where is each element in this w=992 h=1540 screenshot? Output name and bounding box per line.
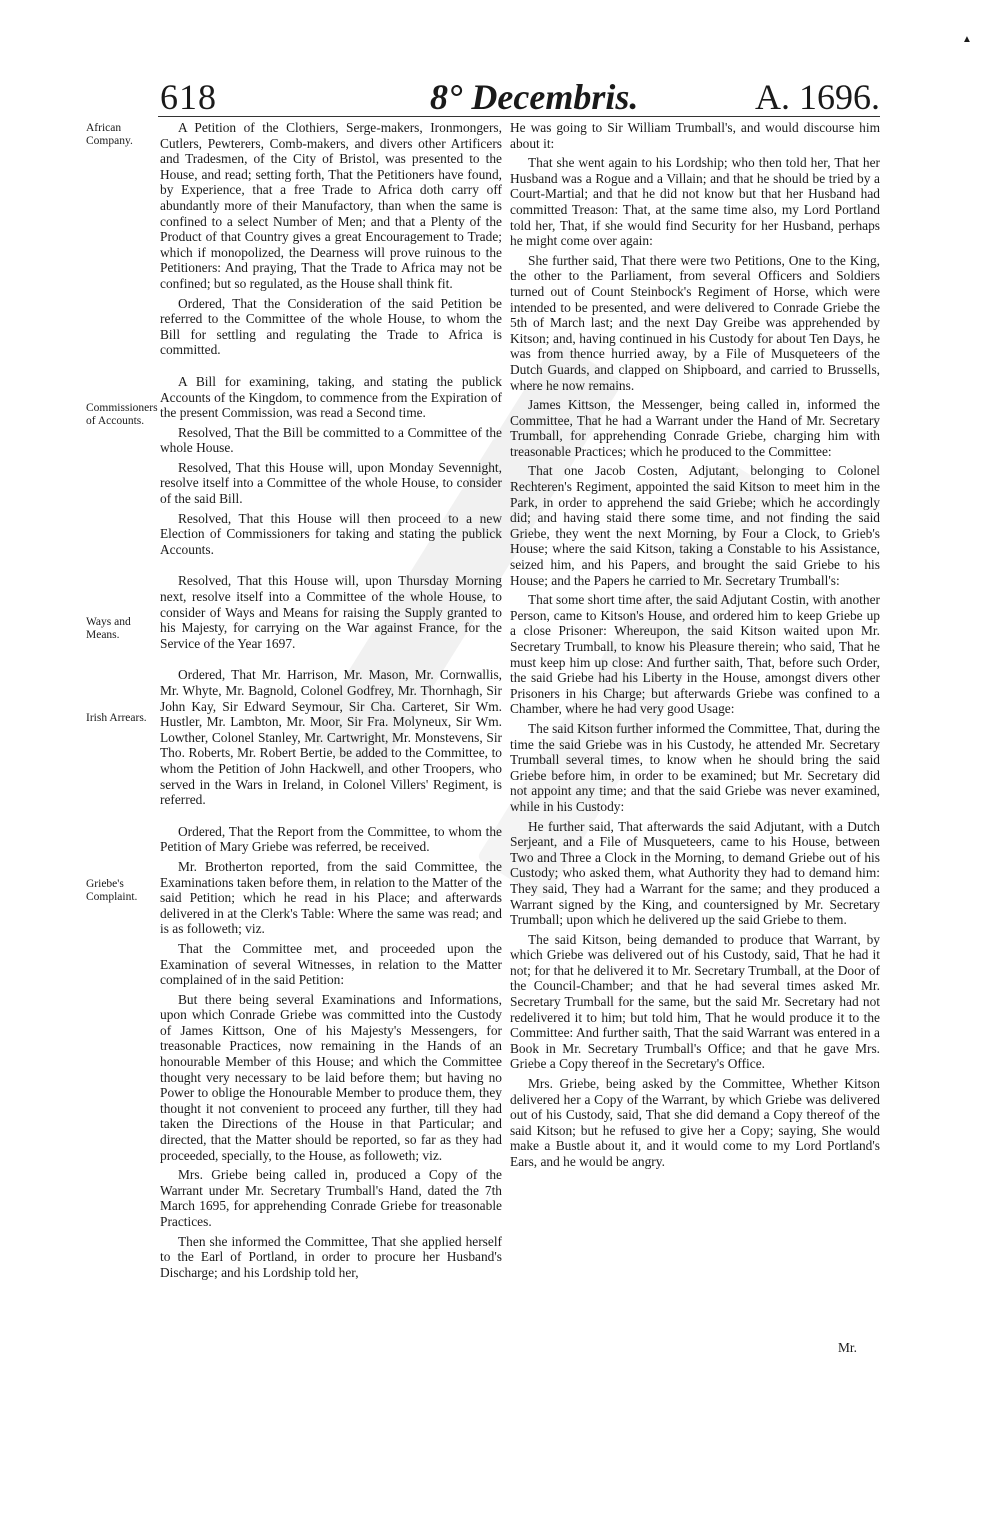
header-rule: [158, 116, 880, 117]
page-date: 8° Decembris.: [430, 77, 639, 117]
paragraph: A Bill for examining, taking, and stating the publick Accounts of the Kingdom, to commence from the Expiration of the present Commission, was read a Second time.: [160, 373, 502, 421]
paragraph: That she went again to his Lordship; who then told her, That her Husband was a Rogue and a Villain; and that he should be tried by a Court-Martial; and that he did not know but that her Husband had committed Treason: That, at the same time also, my Lord Portland told her, That, if she would find Security for her Husband, perhaps he might come over again:: [510, 155, 880, 249]
paragraph: That the Committee met, and proceeded upon the Examination of several Witnesses, in relation to the Matter complained of in the said Petition:: [160, 940, 502, 988]
corner-mark: ▲: [962, 34, 972, 45]
paragraph: She further said, That there were two Petitions, One to the King, the other to the Parliament, from several Officers and Soldiers turned out of Count Steinbock's Regiment of Horse, which were intended to be presented, and were delivered to Conrade Griebe the 5th of March last; and the next Day Greibe was apprehended by Kitson; and, having continued in his Custody for about Ten Days, he was from thence hurried away, by a File of Musqueteers of the Dutch Guards, and clapped on Shipboard, and carried to Brussells, where he now remains.: [510, 252, 880, 393]
margin-note-ways: Ways and Means.: [86, 616, 131, 641]
left-column: [160, 120, 502, 1284]
paragraph: Ordered, That Mr. Harrison, Mr. Mason, Mr. Cornwallis, Mr. Whyte, Mr. Bagnold, Colonel Godfrey, Mr. Thornhagh, Sir John Kay, Sir Edward Seymour, Sir Cha. Carteret, Sir Wm. Hustler, Mr. Lambton, Mr. Moor, Sir Fra. Molyneux, Sir Wm. Lowther, Colonel Stanley, Mr. Cartwright, Mr. Monstevens, Sir Tho. Roberts, Mr. Robert Bertie, be added to the Committee, to whom the Petition of John Hackwell, and other Troopers, who served in the Wars in Ireland, in Colonel Villers' Regiment, is referred.: [160, 667, 502, 808]
catchword: Mr.: [838, 1340, 857, 1355]
margin-note-griebe: Griebe's Complaint.: [86, 878, 138, 903]
page-year: A. 1696.: [755, 77, 880, 117]
paragraph: Ordered, That the Consideration of the said Petition be referred to the Committee of the whole House, to whom the Bill for settling and regulating the Trade to Africa is committed.: [160, 295, 502, 358]
paragraph: He was going to Sir William Trumball's, and would discourse him about it:: [510, 120, 880, 151]
paragraph: That one Jacob Costen, Adjutant, belonging to Colonel Rechteren's Regiment, appointed the said Kitson to meet him in the Park, in order to apprehend the said Griebe; which he accordingly did; and having staid there some time, and not finding the said Griebe, they went the next Morning, by Four a Clock, to Grieb's House; where the said Kitson, taking a Constable to his Assistance, seized him, and his Papers, and brought the said Griebe to his House; and the Papers he carried to Mr. Secretary Trumball's:: [510, 463, 880, 588]
paragraph: James Kittson, the Messenger, being called in, informed the Committee, That he had a Warrant under the Hand of Mr. Secretary Trumball, for apprehending Conrade Griebe, charging him with treasonable Practices; which he produced to the Committee:: [510, 397, 880, 459]
paragraph: A Petition of the Clothiers, Serge-makers, Ironmongers, Cutlers, Pewterers, Comb-makers, and divers other Artificers and Tradesmen, of the City of Bristol, was presented to the House, and read; setting forth, That the Petitioners have found, by Experience, that a free Trade to Africa doth carry off abundantly more of their Manufactory, than when the same is confined to a select Number of Men; and that a Plenty of the Product of that Country gives a great Encouragement to Trade; which if monopolized, the Dearness will prove ruinous to the Petitioners: And praying, That the Trade to Africa may not be confined; but so regulated, as the House shall think fit.: [160, 120, 502, 291]
margin-note-irish: Irish Arrears.: [86, 712, 147, 724]
page-header: [160, 76, 880, 126]
paragraph: Resolved, That this House will then proceed to a new Election of Commissioners for taking and stating the publick Accounts.: [160, 510, 502, 557]
paragraph: But there being several Examinations and Informations, upon which Conrade Griebe was committed into the Custody of James Kittson, One of his Majesty's Messengers, for treasonable Practices, now remaining in the Hands of an honourable Member of this House; and which the Committee thought very necessary to be laid before them; but having no Power to oblige the Honourable Member to produce them, they thought it not convenient to proceed any further, till they had taken the Directions of the House in that Particular; and directed, that the Matter should be reported, so far as they had proceeded, specially, to the House, as followeth; viz.: [160, 991, 502, 1163]
paragraph: Then she informed the Committee, That she applied herself to the Earl of Portland, in order to procure her Husband's Discharge; and his Lordship told her,: [160, 1233, 502, 1280]
page-number: 618: [160, 77, 217, 117]
paragraph: He further said, That afterwards the said Adjutant, with a Dutch Serjeant, and a File of Musqueteers, came to his House, between Two and Three a Clock in the Morning, to demand Griebe out of his Custody; who asked them, what Authority they had to demand him: They said, They had a Warrant for the same; and they produced a Warrant signed by the King, and countersigned by Mr. Secretary Trumball; upon which he delivered up the said Griebe to them.: [510, 818, 880, 928]
margin-note-african: African Company.: [86, 122, 133, 147]
paragraph: Resolved, That this House will, upon Monday Sevennight, resolve itself into a Committee of the whole House, to consider of the said Bill.: [160, 459, 502, 507]
paragraph: Mrs. Griebe being called in, produced a Copy of the Warrant under Mr. Secretary Trumball's Hand, dated the 7th March 1695, for apprehending Conrade Griebe for treasonable Practices.: [160, 1167, 502, 1229]
paragraph: Resolved, That the Bill be committed to a Committee of the whole House.: [160, 424, 502, 456]
paragraph: Mrs. Griebe, being asked by the Committee, Whether Kitson delivered her a Copy of the Warrant, by which Griebe was delivered out of his Custody, said, That she did demand a Copy thereof of the said Kitson; but he refused to give her a Copy; saying, She would make a Bustle about it, and it would come to my Lord Portland's Ears, and he would be angry.: [510, 1076, 880, 1169]
paragraph: Ordered, That the Report from the Committee, to whom the Petition of Mary Griebe was referred, be received.: [160, 823, 502, 855]
paragraph: The said Kitson, being demanded to produce that Warrant, by which Griebe was delivered out of his Custody, said, That he had it not; for that he delivered it to Mr. Secretary Trumball, at the Door of the Council-Chamber; and that he had several times asked Mr. Secretary Trumball for the same, but the said Mr. Secretary had not redelivered it to him; but told him, That he would produce it to the Committee: And further saith, That the said Warrant was entered in a Book in Mr. Secretary Trumball's Office; and that he gave Mrs. Griebe a Copy thereof in the Secretary's Office.: [510, 931, 880, 1072]
paragraph: The said Kitson further informed the Committee, That, during the time the said Griebe was in his Custody, he attended Mr. Secretary Trumball several times, to know when he should bring the said Griebe before him, in order to be examined; but Mr. Secretary did not appoint any time; and that the said Griebe was never examined, while in his Custody:: [510, 720, 880, 814]
paragraph: Resolved, That this House will, upon Thursday Morning next, resolve itself into a Committee of the whole House, to consider of Ways and Means for raising the Supply granted to his Majesty, for carrying on the War against France, for the Service of the Year 1697.: [160, 573, 502, 651]
right-column: [510, 120, 880, 1174]
paragraph: That some short time after, the said Adjutant Costin, with another Person, came to Kitson's House, and ordered him to keep Griebe up a close Prisoner: Whereupon, the said Kitson waited upon Mr. Secretary Trumball, to know his Pleasure therein; who said, That he must keep him up close: And further saith, That, before such Order, the said Griebe had his Liberty in the House, amongst divers other Prisoners in his Charge; but afterwards Griebe was confined to a Chamber, where he had very good Usage:: [510, 592, 880, 717]
paragraph: Mr. Brotherton reported, from the said Committee, the Examinations taken before them, in relation to the Matter of the said Petition; which he read in his Place; and afterwards delivered in at the Clerk's Table: Where the same was read; and is as followeth; viz.: [160, 858, 502, 937]
margin-note-commissioners: Commissioners of Accounts.: [86, 402, 158, 427]
